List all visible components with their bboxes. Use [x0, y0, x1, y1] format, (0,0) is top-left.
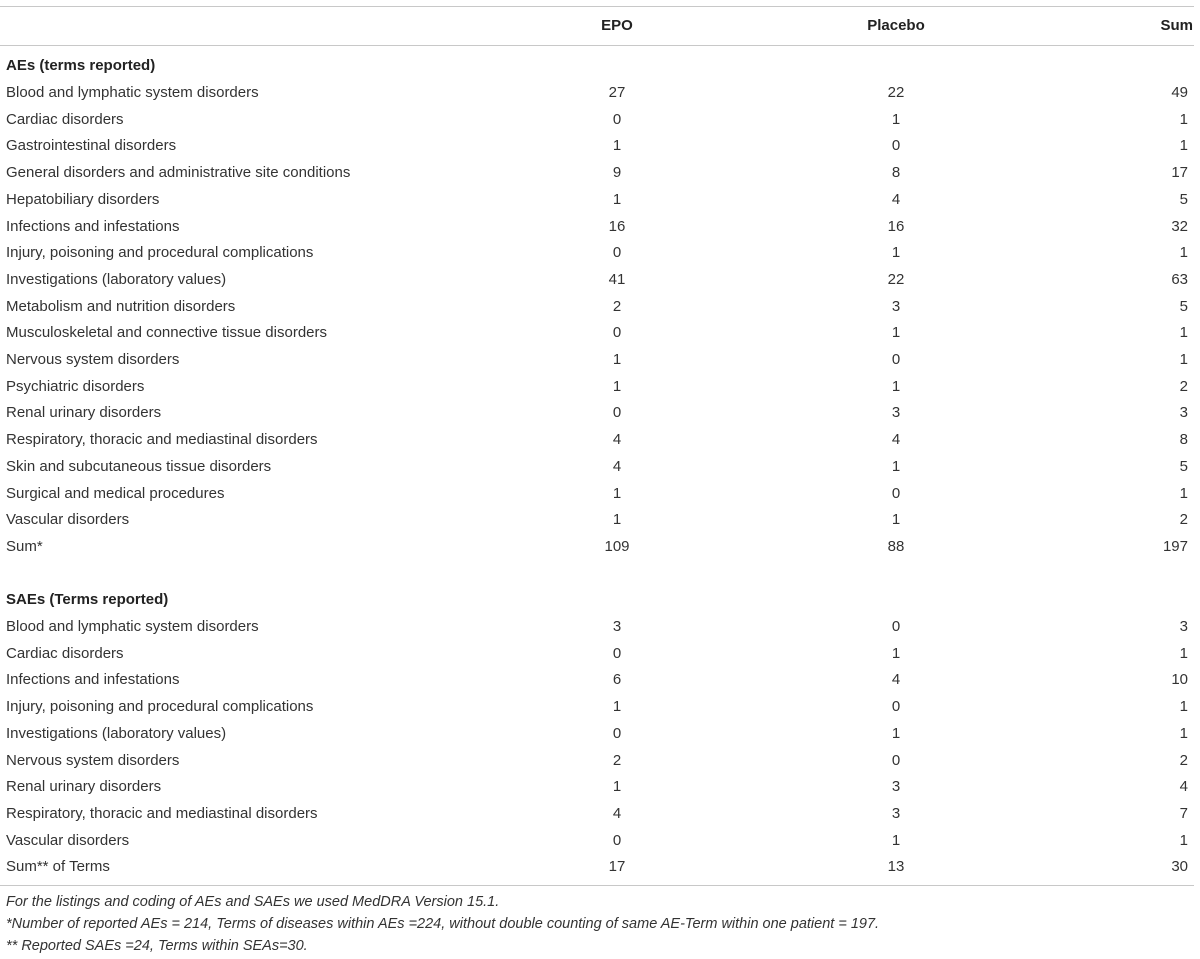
table-row [0, 240, 1200, 266]
epo-value: 2 [612, 751, 622, 769]
placebo-value: 16 [887, 217, 905, 235]
table-row [0, 400, 1200, 426]
epo-value: 2 [612, 297, 622, 315]
placebo-value: 0 [891, 698, 901, 716]
row-label: Gastrointestinal disorders [6, 137, 177, 155]
placebo-value: 0 [891, 484, 901, 502]
table-row [0, 774, 1200, 800]
epo-value: 109 [604, 537, 630, 555]
epo-value: 0 [612, 324, 622, 342]
placebo-value: 4 [891, 671, 901, 689]
table-row [0, 667, 1200, 693]
table-row [0, 641, 1200, 667]
table-row [0, 507, 1200, 533]
row-label: Respiratory, thoracic and mediastinal disorders [6, 431, 318, 449]
placebo-value: 3 [891, 804, 901, 822]
table-row [0, 320, 1200, 346]
sum-value: 10 [1171, 671, 1188, 689]
table-bottom-rule [0, 885, 1194, 886]
row-label: Investigations (laboratory values) [6, 270, 227, 288]
footnote-saes: ** Reported SAEs =24, Terms within SEAs=30. [6, 938, 308, 954]
placebo-value: 1 [891, 110, 901, 128]
placebo-value: 22 [887, 84, 905, 101]
epo-value: 0 [612, 724, 622, 742]
placebo-value: 0 [891, 137, 901, 155]
row-label: Blood and lymphatic system disorders [6, 84, 259, 101]
table-row [0, 347, 1200, 373]
sum-value: 3 [1179, 404, 1188, 422]
table-row [0, 80, 1200, 106]
placebo-value: 1 [891, 377, 901, 395]
placebo-value: 1 [891, 244, 901, 262]
row-label: Respiratory, thoracic and mediastinal disorders [6, 804, 318, 822]
row-label: Sum* [6, 537, 43, 555]
sum-value: 2 [1179, 511, 1188, 529]
placebo-value: 22 [887, 270, 905, 288]
row-label: Nervous system disorders [6, 351, 180, 368]
row-label: General disorders and administrative site conditions [6, 164, 351, 182]
sum-value: 2 [1179, 377, 1188, 395]
epo-value: 1 [612, 137, 622, 155]
table-row [0, 374, 1200, 400]
placebo-value: 1 [891, 724, 901, 742]
table-row [0, 133, 1200, 159]
epo-value: 0 [612, 110, 622, 128]
row-label: Cardiac disorders [6, 110, 124, 128]
footnote-meddra: For the listings and coding of AEs and SAEs we used MedDRA Version 15.1. [6, 894, 500, 910]
sum-value: 1 [1179, 831, 1188, 849]
epo-value: 27 [608, 84, 626, 101]
header-epo: EPO [601, 17, 633, 34]
placebo-value: 1 [891, 324, 901, 342]
sum-value: 30 [1171, 858, 1188, 876]
placebo-value: 0 [891, 751, 901, 769]
epo-value: 16 [608, 217, 626, 235]
aes-section-title: AEs (terms reported) [6, 57, 156, 74]
table-row [0, 801, 1200, 827]
placebo-value: 0 [891, 351, 901, 368]
epo-value: 0 [612, 831, 622, 849]
epo-value: 17 [608, 858, 626, 876]
table-footnotes [6, 891, 1186, 957]
table-row [0, 534, 1200, 560]
table-row [0, 454, 1200, 480]
epo-value: 3 [612, 618, 622, 635]
epo-value: 0 [612, 404, 622, 422]
sum-value: 1 [1179, 244, 1188, 262]
placebo-value: 3 [891, 297, 901, 315]
row-label: Nervous system disorders [6, 751, 180, 769]
sum-value: 1 [1179, 351, 1188, 368]
sum-value: 4 [1179, 778, 1188, 796]
row-label: Vascular disorders [6, 831, 130, 849]
placebo-value: 3 [891, 778, 901, 796]
epo-value: 0 [612, 644, 622, 662]
header-divider [0, 45, 1194, 46]
placebo-value: 13 [887, 858, 905, 876]
table-row [0, 481, 1200, 507]
epo-value: 1 [612, 484, 622, 502]
footnote-aes: *Number of reported AEs = 214, Terms of diseases within AEs =224, without double counting of same AE-Term within one patient = 197. [6, 916, 880, 932]
epo-value: 0 [612, 244, 622, 262]
sum-value: 8 [1179, 431, 1188, 449]
table-row [0, 187, 1200, 213]
row-label: Hepatobiliary disorders [6, 190, 160, 208]
sum-value: 197 [1162, 537, 1188, 555]
row-label: Injury, poisoning and procedural complications [6, 244, 314, 262]
placebo-value: 1 [891, 831, 901, 849]
row-label: Injury, poisoning and procedural complications [6, 698, 314, 716]
row-label: Skin and subcutaneous tissue disorders [6, 457, 272, 475]
epo-value: 9 [612, 164, 622, 182]
table-row [0, 828, 1200, 854]
table-row [0, 107, 1200, 133]
table-row [0, 160, 1200, 186]
header-sum: Sum [1160, 17, 1193, 34]
table-row [0, 214, 1200, 240]
row-label: Renal urinary disorders [6, 404, 162, 422]
epo-value: 4 [612, 457, 622, 475]
sum-value: 1 [1179, 324, 1188, 342]
sum-value: 1 [1179, 698, 1188, 716]
row-label: Metabolism and nutrition disorders [6, 297, 236, 315]
epo-value: 1 [612, 778, 622, 796]
row-label: Infections and infestations [6, 671, 180, 689]
saes-section-title: SAEs (Terms reported) [6, 591, 169, 608]
placebo-value: 4 [891, 431, 901, 449]
epo-value: 1 [612, 698, 622, 716]
row-label: Vascular disorders [6, 511, 130, 529]
epo-value: 4 [612, 431, 622, 449]
row-label: Psychiatric disorders [6, 377, 145, 395]
sum-value: 3 [1179, 618, 1188, 635]
table-header-row [0, 13, 1200, 39]
row-label: Surgical and medical procedures [6, 484, 225, 502]
sum-value: 49 [1171, 84, 1188, 101]
table-row [0, 614, 1200, 640]
epo-value: 1 [612, 190, 622, 208]
row-label: Blood and lymphatic system disorders [6, 618, 259, 635]
sum-value: 63 [1171, 270, 1188, 288]
table-row [0, 294, 1200, 320]
placebo-value: 88 [887, 537, 905, 555]
placebo-value: 0 [891, 618, 901, 635]
sum-value: 1 [1179, 484, 1188, 502]
row-label: Renal urinary disorders [6, 778, 162, 796]
placebo-value: 1 [891, 457, 901, 475]
epo-value: 4 [612, 804, 622, 822]
table-top-rule [0, 6, 1194, 7]
sum-value: 5 [1179, 297, 1188, 315]
epo-value: 1 [612, 351, 622, 368]
sum-value: 1 [1179, 644, 1188, 662]
row-label: Cardiac disorders [6, 644, 124, 662]
placebo-value: 1 [891, 644, 901, 662]
placebo-value: 3 [891, 404, 901, 422]
sum-value: 1 [1179, 137, 1188, 155]
epo-value: 6 [612, 671, 622, 689]
sum-value: 5 [1179, 190, 1188, 208]
epo-value: 1 [612, 377, 622, 395]
placebo-value: 8 [891, 164, 901, 182]
sum-value: 1 [1179, 724, 1188, 742]
table-row [0, 748, 1200, 774]
table-row [0, 721, 1200, 747]
table-row [0, 267, 1200, 293]
sum-value: 17 [1171, 164, 1188, 182]
row-label: Musculoskeletal and connective tissue disorders [6, 324, 327, 342]
table-row [0, 694, 1200, 720]
sum-value: 32 [1171, 217, 1188, 235]
epo-value: 41 [608, 270, 626, 288]
epo-value: 1 [612, 511, 622, 529]
row-label: Infections and infestations [6, 217, 180, 235]
placebo-value: 4 [891, 190, 901, 208]
aes-section-title-row [0, 53, 1200, 79]
sum-value: 2 [1179, 751, 1188, 769]
saes-section-title-row [0, 587, 1200, 613]
table-row [0, 427, 1200, 453]
row-label: Sum** of Terms [6, 858, 110, 876]
sum-value: 7 [1179, 804, 1188, 822]
sum-value: 1 [1179, 110, 1188, 128]
sum-value: 5 [1179, 457, 1188, 475]
row-label: Investigations (laboratory values) [6, 724, 227, 742]
header-placebo: Placebo [867, 17, 925, 34]
placebo-value: 1 [891, 511, 901, 529]
table-row [0, 854, 1200, 880]
